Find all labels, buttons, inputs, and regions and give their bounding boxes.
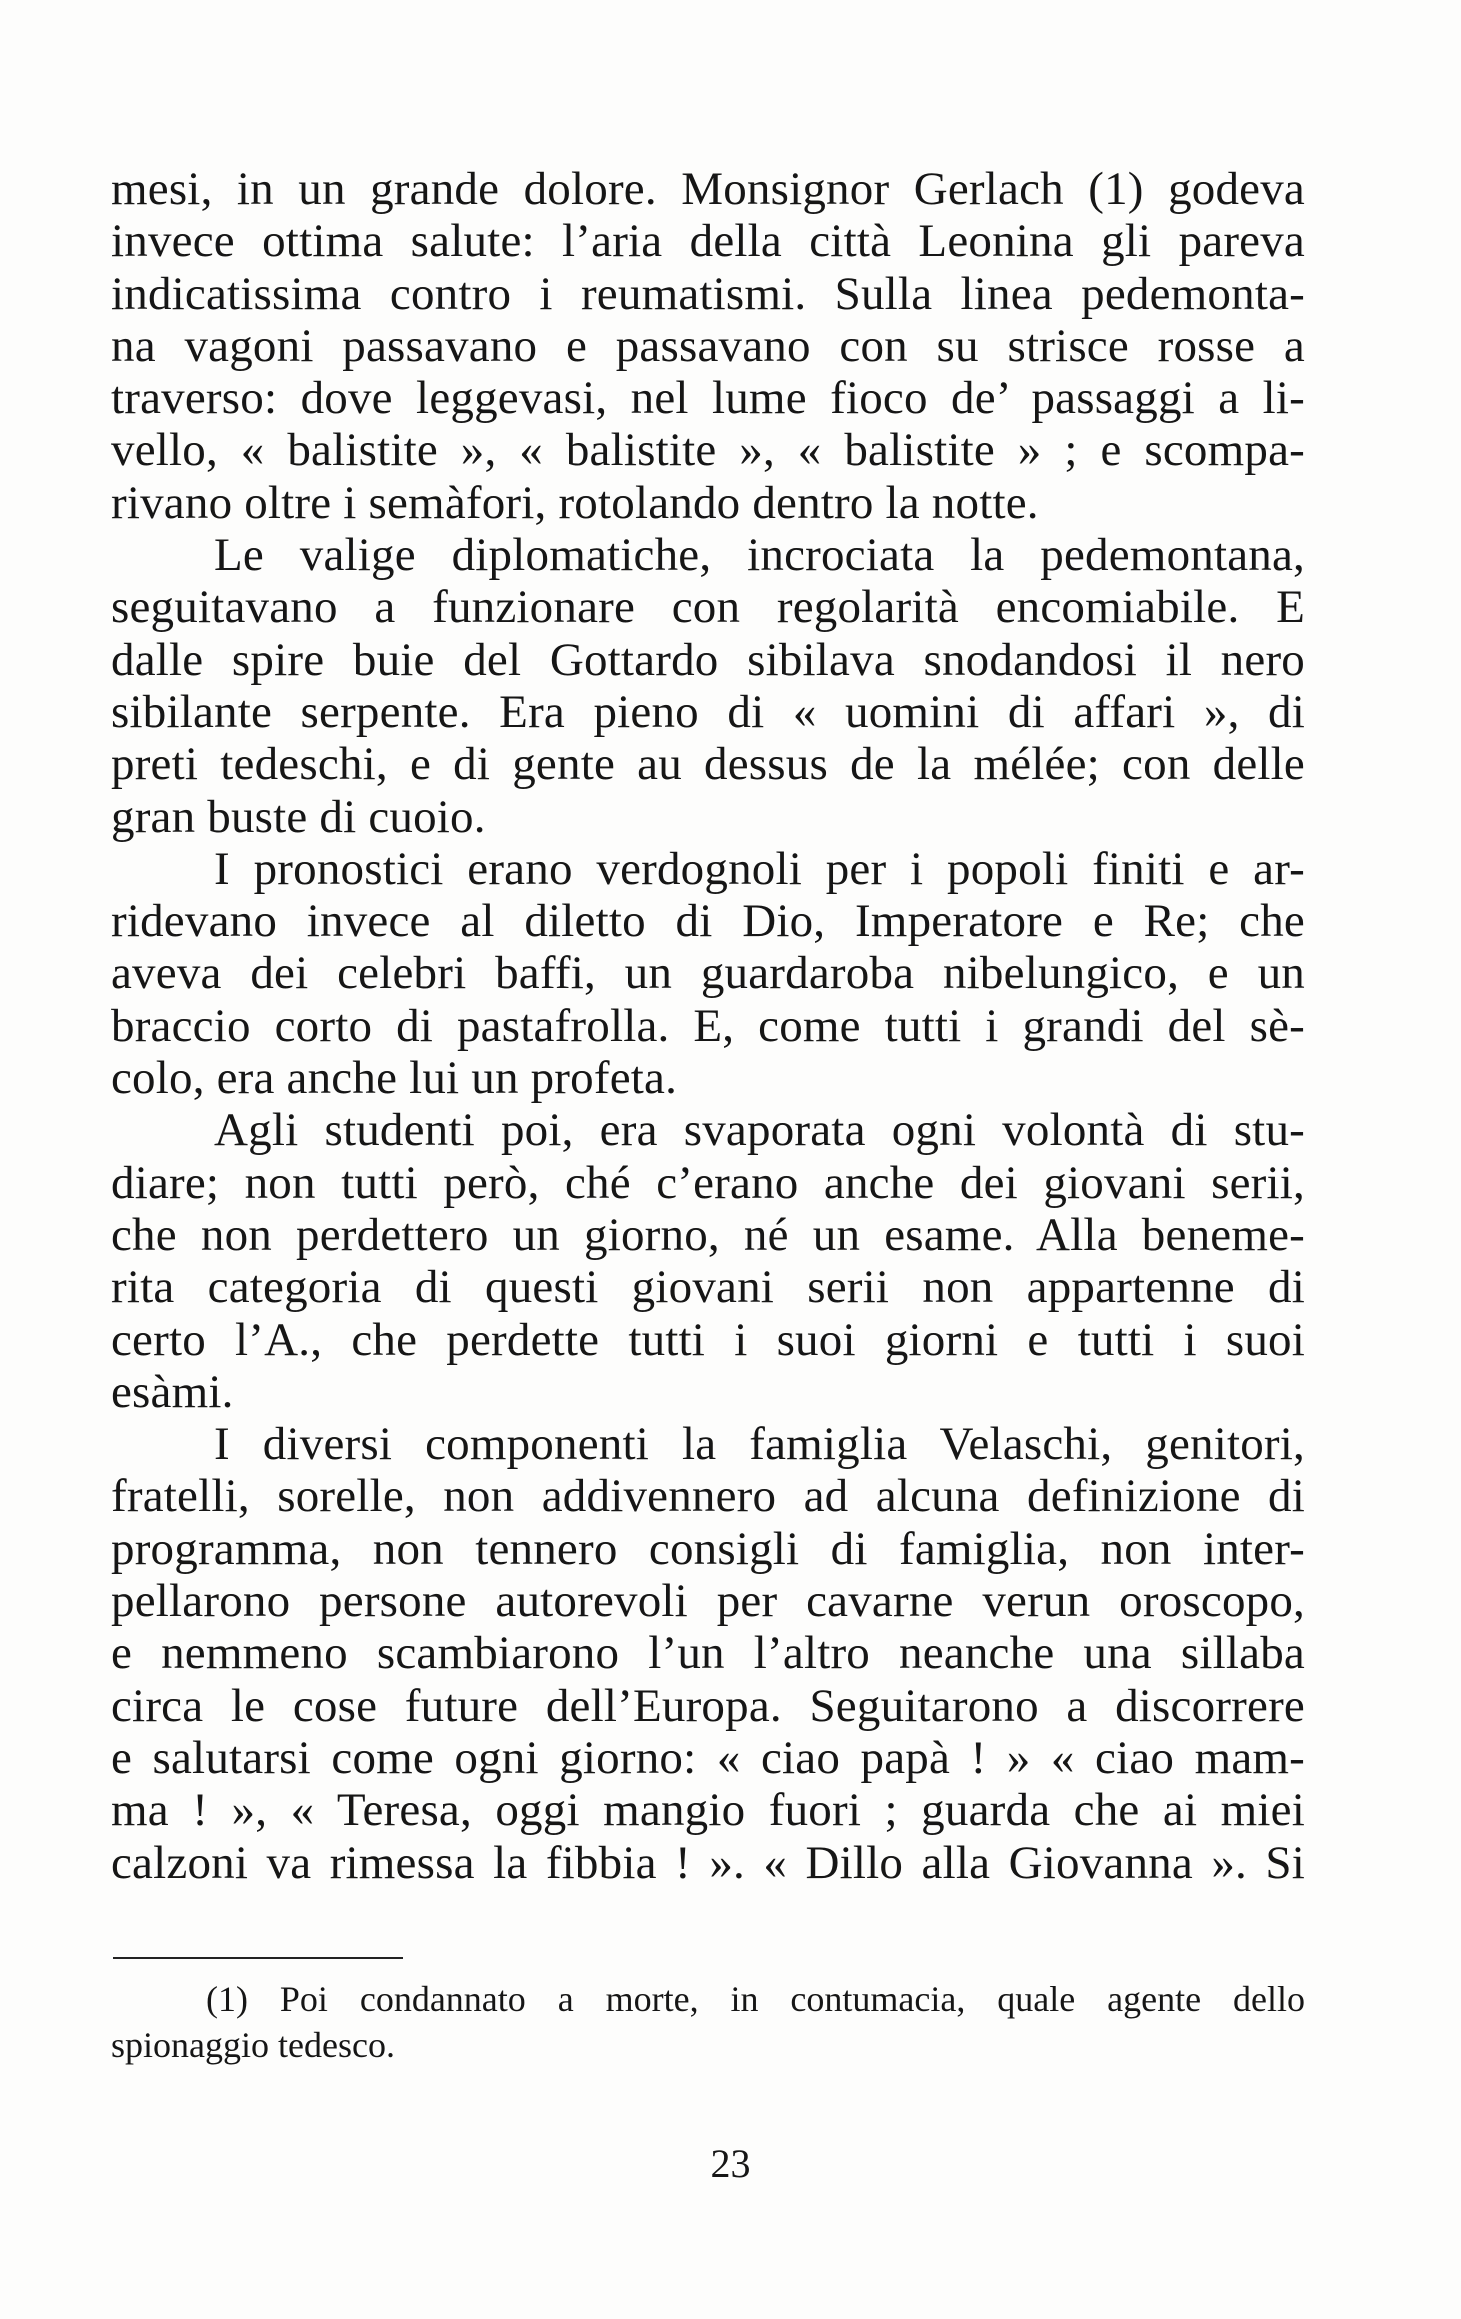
text-line: fratelli, sorelle, non addivennero ad alcuna definizione di: [111, 1470, 1305, 1523]
text-line: mesi, in un grande dolore. Monsignor Gerlach (1) godeva: [111, 163, 1305, 215]
text-line: pellarono persone autorevoli per cavarne verun oroscopo,: [111, 1575, 1305, 1628]
text-line: diare; non tutti però, ché c’erano anche dei giovani serii,: [111, 1156, 1305, 1209]
text-line: che non perdettero un giorno, né un esame. Alla beneme-: [111, 1208, 1305, 1261]
text-line: rita categoria di questi giovani serii non appartenne di: [111, 1261, 1305, 1314]
page-number: 23: [710, 2141, 751, 2186]
text-line: certo l’A., che perdette tutti i suoi giorni e tutti i suoi: [111, 1313, 1305, 1366]
text-line: traverso: dove leggevasi, nel lume fioco de’ passaggi a li-: [111, 372, 1305, 425]
text-line: circa le cose future dell’Europa. Seguitarono a discorrere: [111, 1679, 1305, 1732]
text-line: na vagoni passavano e passavano con su strisce rosse a: [111, 319, 1305, 372]
text-line: dalle spire buie del Gottardo sibilava snodandosi il nero: [111, 633, 1305, 686]
text-line: I pronostici erano verdognoli per i popoli finiti e ar-: [214, 842, 1305, 895]
text-line: Le valige diplomatiche, incrociata la pedemontana,: [214, 529, 1305, 582]
footnote-line: (1) Poi condannato a morte, in contumacia, quale agente dello: [206, 1979, 1305, 2019]
text-line: ridevano invece al diletto di Dio, Imperatore e Re; che: [111, 895, 1305, 948]
text-line: indicatissima contro i reumatismi. Sulla linea pedemonta-: [111, 267, 1305, 320]
text-line: e salutarsi come ogni giorno: « ciao papà ! » « ciao mam-: [111, 1731, 1305, 1784]
text-line: invece ottima salute: l’aria della città Leonina gli pareva: [111, 215, 1305, 268]
text-line: braccio corto di pastafrolla. E, come tutti i grandi del sè-: [111, 999, 1305, 1052]
text-line: calzoni va rimessa la fibbia ! ». « Dillo alla Giovanna ». Si: [111, 1836, 1305, 1889]
text-line: rivano oltre i semàfori, rotolando dentro la notte.: [111, 476, 1039, 529]
text-line: esàmi.: [111, 1365, 234, 1418]
text-line: ma ! », « Teresa, oggi mangio fuori ; guarda che ai miei: [111, 1784, 1305, 1837]
text-line: colo, era anche lui un profeta.: [111, 1052, 678, 1105]
text-line: gran buste di cuoio.: [111, 790, 486, 843]
text-line: aveva dei celebri baffi, un guardaroba nibelungico, e un: [111, 947, 1305, 1000]
text-line: vello, « balistite », « balistite », « balistite » ; e scompa-: [111, 424, 1305, 477]
footnote-line: spionaggio tedesco.: [111, 2025, 395, 2065]
body-text: [111, 163, 1305, 1889]
text-line: I diversi componenti la famiglia Velaschi, genitori,: [214, 1418, 1305, 1471]
text-line: seguitavano a funzionare con regolarità encomiabile. E: [111, 581, 1305, 634]
text-line: e nemmeno scambiarono l’un l’altro neanche una sillaba: [111, 1627, 1305, 1680]
text-line: preti tedeschi, e di gente au dessus de la mélée; con delle: [111, 738, 1305, 791]
footnote-separator: [113, 1957, 403, 1959]
footnotes: [111, 1976, 1305, 2068]
text-line: Agli studenti poi, era svaporata ogni volontà di stu-: [214, 1104, 1305, 1157]
text-line: sibilante serpente. Era pieno di « uomini di affari », di: [111, 685, 1305, 738]
text-line: programma, non tennero consigli di famiglia, non inter-: [111, 1522, 1305, 1575]
